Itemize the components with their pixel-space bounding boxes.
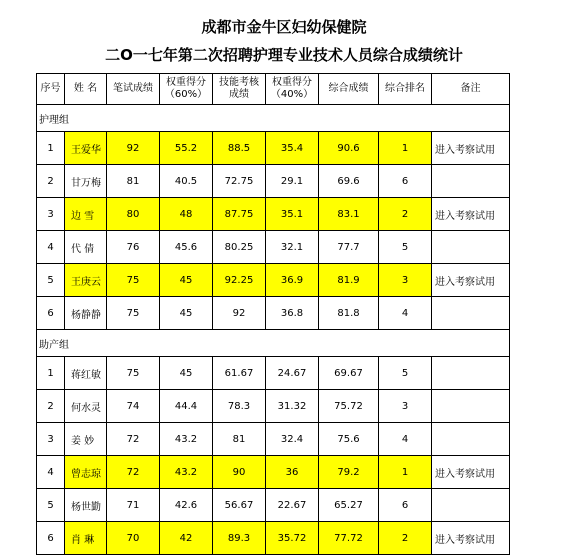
seq-cell: 5 — [37, 264, 65, 297]
rank-cell: 6 — [379, 489, 432, 522]
skill-score-cell: 87.75 — [213, 198, 266, 231]
rank-cell: 5 — [379, 357, 432, 390]
note-cell — [432, 357, 510, 390]
header-weighted40-line1: 权重得分 — [272, 77, 312, 88]
rank-cell: 4 — [379, 423, 432, 456]
total-score-cell: 75.6 — [319, 423, 379, 456]
seq-cell: 6 — [37, 297, 65, 330]
header-weighted40 — [266, 74, 319, 105]
note-cell — [432, 390, 510, 423]
written-score-cell: 72 — [107, 456, 160, 489]
weighted40-cell: 32.1 — [266, 231, 319, 264]
table-row — [37, 522, 510, 555]
skill-score-cell: 92.25 — [213, 264, 266, 297]
table-row — [37, 456, 510, 489]
header-written: 笔试成绩 — [107, 74, 160, 105]
group-label: 助产组 — [37, 330, 510, 357]
total-score-cell: 79.2 — [319, 456, 379, 489]
written-score-cell: 75 — [107, 264, 160, 297]
weighted40-cell: 35.4 — [266, 132, 319, 165]
document-title: 成都市金牛区妇幼保健院 — [201, 18, 367, 36]
name-cell: 曾志琼 — [65, 456, 107, 489]
header-skill-line2: 成绩 — [229, 89, 249, 100]
weighted40-cell: 31.32 — [266, 390, 319, 423]
written-score-cell: 80 — [107, 198, 160, 231]
skill-score-cell: 81 — [213, 423, 266, 456]
skill-score-cell: 61.67 — [213, 357, 266, 390]
table-row — [37, 489, 510, 522]
header-total: 综合成绩 — [319, 74, 379, 105]
note-cell — [432, 165, 510, 198]
total-score-cell: 65.27 — [319, 489, 379, 522]
weighted60-cell: 43.2 — [160, 456, 213, 489]
name-cell: 甘万梅 — [65, 165, 107, 198]
note-cell — [432, 297, 510, 330]
seq-cell: 6 — [37, 522, 65, 555]
name-cell: 姜 妙 — [65, 423, 107, 456]
weighted60-cell: 55.2 — [160, 132, 213, 165]
note-cell: 进入考察试用 — [432, 198, 510, 231]
note-cell: 进入考察试用 — [432, 264, 510, 297]
group-header-row — [37, 105, 510, 132]
written-score-cell: 75 — [107, 297, 160, 330]
weighted40-cell: 32.4 — [266, 423, 319, 456]
table-row — [37, 357, 510, 390]
table-row — [37, 231, 510, 264]
seq-cell: 1 — [37, 132, 65, 165]
weighted60-cell: 44.4 — [160, 390, 213, 423]
skill-score-cell: 72.75 — [213, 165, 266, 198]
table-row — [37, 423, 510, 456]
weighted60-cell: 45 — [160, 297, 213, 330]
weighted40-cell: 24.67 — [266, 357, 319, 390]
total-score-cell: 69.6 — [319, 165, 379, 198]
header-name: 姓 名 — [65, 74, 107, 105]
table-row — [37, 198, 510, 231]
written-score-cell: 74 — [107, 390, 160, 423]
weighted40-cell: 36 — [266, 456, 319, 489]
written-score-cell: 81 — [107, 165, 160, 198]
name-cell: 肖 琳 — [65, 522, 107, 555]
written-score-cell: 71 — [107, 489, 160, 522]
score-table — [36, 73, 510, 555]
weighted60-cell: 45.6 — [160, 231, 213, 264]
total-score-cell: 77.72 — [319, 522, 379, 555]
seq-cell: 5 — [37, 489, 65, 522]
weighted60-cell: 42.6 — [160, 489, 213, 522]
written-score-cell: 75 — [107, 357, 160, 390]
total-score-cell: 81.9 — [319, 264, 379, 297]
seq-cell: 4 — [37, 456, 65, 489]
table-row — [37, 132, 510, 165]
skill-score-cell: 92 — [213, 297, 266, 330]
rank-cell: 2 — [379, 198, 432, 231]
skill-score-cell: 90 — [213, 456, 266, 489]
rank-cell: 1 — [379, 456, 432, 489]
name-cell: 王爱华 — [65, 132, 107, 165]
total-score-cell: 90.6 — [319, 132, 379, 165]
total-score-cell: 69.67 — [319, 357, 379, 390]
table-row — [37, 390, 510, 423]
score-table-body — [37, 74, 510, 555]
seq-cell: 4 — [37, 231, 65, 264]
header-note: 备注 — [432, 74, 510, 105]
header-weighted60-line1: 权重得分 — [166, 77, 206, 88]
skill-score-cell: 88.5 — [213, 132, 266, 165]
note-cell — [432, 231, 510, 264]
table-row — [37, 165, 510, 198]
header-weighted40-line2: （40%） — [270, 89, 314, 100]
name-cell: 边 雪 — [65, 198, 107, 231]
rank-cell: 2 — [379, 522, 432, 555]
total-score-cell: 77.7 — [319, 231, 379, 264]
rank-cell: 5 — [379, 231, 432, 264]
name-cell: 蒋红敏 — [65, 357, 107, 390]
weighted60-cell: 42 — [160, 522, 213, 555]
name-cell: 杨静静 — [65, 297, 107, 330]
written-score-cell: 92 — [107, 132, 160, 165]
weighted40-cell: 35.1 — [266, 198, 319, 231]
table-row — [37, 297, 510, 330]
note-cell: 进入考察试用 — [432, 522, 510, 555]
note-cell — [432, 423, 510, 456]
note-cell — [432, 489, 510, 522]
seq-cell: 1 — [37, 357, 65, 390]
note-cell: 进入考察试用 — [432, 456, 510, 489]
rank-cell: 3 — [379, 264, 432, 297]
total-score-cell: 83.1 — [319, 198, 379, 231]
weighted60-cell: 45 — [160, 264, 213, 297]
weighted40-cell: 36.9 — [266, 264, 319, 297]
written-score-cell: 76 — [107, 231, 160, 264]
skill-score-cell: 56.67 — [213, 489, 266, 522]
name-cell: 王庚云 — [65, 264, 107, 297]
seq-cell: 3 — [37, 198, 65, 231]
weighted40-cell: 35.72 — [266, 522, 319, 555]
header-weighted60-line2: （60%） — [164, 89, 208, 100]
rank-cell: 1 — [379, 132, 432, 165]
table-row — [37, 264, 510, 297]
rank-cell: 4 — [379, 297, 432, 330]
weighted60-cell: 43.2 — [160, 423, 213, 456]
rank-cell: 3 — [379, 390, 432, 423]
weighted40-cell: 29.1 — [266, 165, 319, 198]
weighted60-cell: 45 — [160, 357, 213, 390]
header-weighted60 — [160, 74, 213, 105]
weighted60-cell: 40.5 — [160, 165, 213, 198]
written-score-cell: 72 — [107, 423, 160, 456]
skill-score-cell: 80.25 — [213, 231, 266, 264]
header-skill — [213, 74, 266, 105]
skill-score-cell: 89.3 — [213, 522, 266, 555]
name-cell: 杨世勤 — [65, 489, 107, 522]
skill-score-cell: 78.3 — [213, 390, 266, 423]
weighted40-cell: 36.8 — [266, 297, 319, 330]
group-header-row — [37, 330, 510, 357]
header-row — [37, 74, 510, 105]
name-cell: 代 倩 — [65, 231, 107, 264]
header-skill-line1: 技能考核 — [219, 77, 259, 88]
seq-cell: 3 — [37, 423, 65, 456]
header-seq: 序号 — [37, 74, 65, 105]
written-score-cell: 70 — [107, 522, 160, 555]
total-score-cell: 75.72 — [319, 390, 379, 423]
note-cell: 进入考察试用 — [432, 132, 510, 165]
seq-cell: 2 — [37, 390, 65, 423]
document-subtitle: 二O一七年第二次招聘护理专业技术人员综合成绩统计 — [105, 46, 463, 64]
name-cell: 何水灵 — [65, 390, 107, 423]
weighted60-cell: 48 — [160, 198, 213, 231]
group-label: 护理组 — [37, 105, 510, 132]
seq-cell: 2 — [37, 165, 65, 198]
total-score-cell: 81.8 — [319, 297, 379, 330]
rank-cell: 6 — [379, 165, 432, 198]
weighted40-cell: 22.67 — [266, 489, 319, 522]
header-rank: 综合排名 — [379, 74, 432, 105]
